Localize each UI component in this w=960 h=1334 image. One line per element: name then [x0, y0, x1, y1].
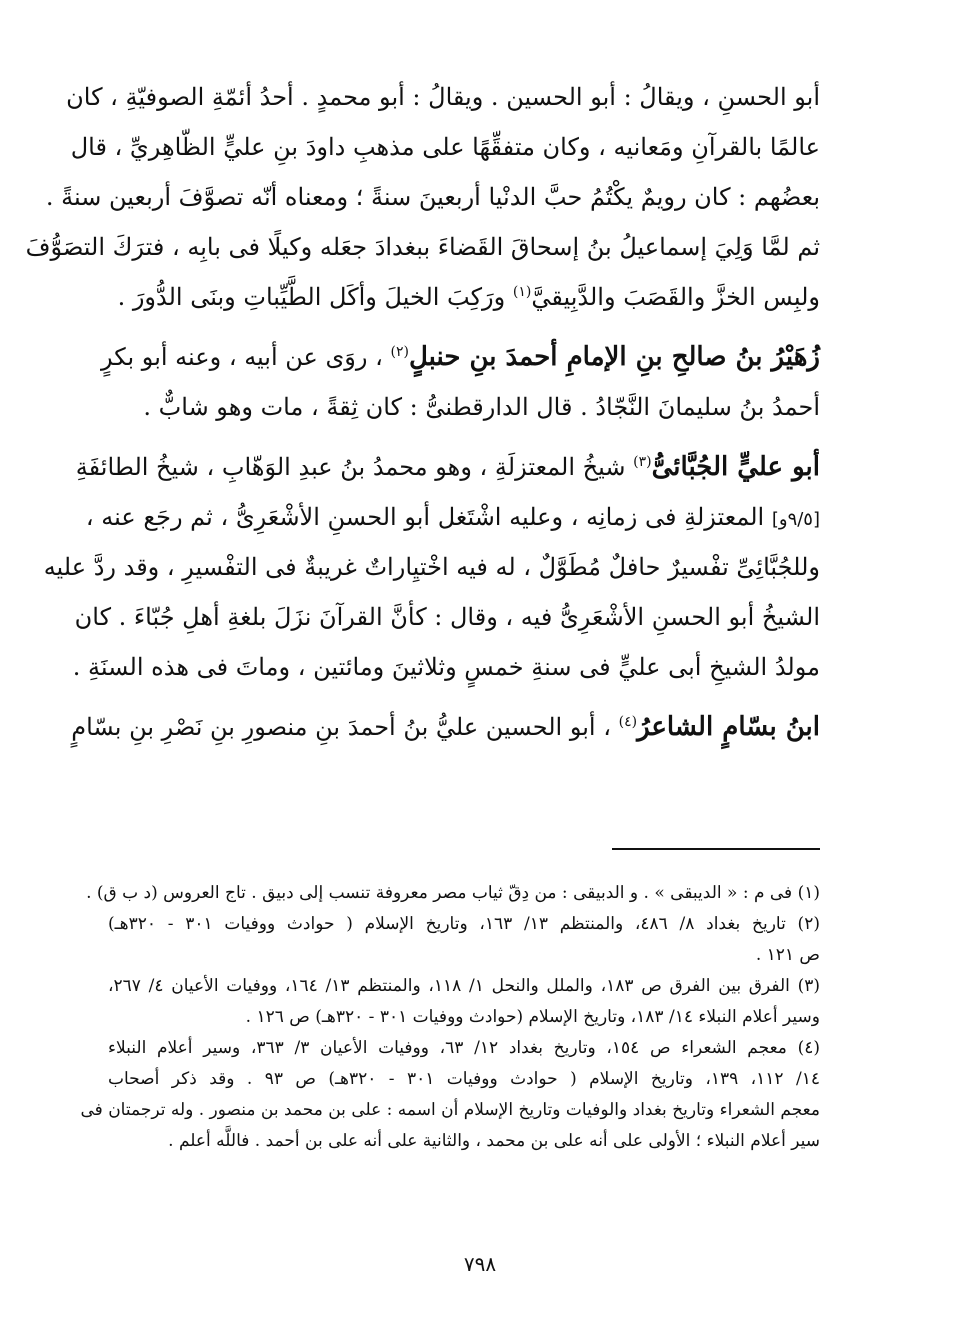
paragraph-ruwaym — [25, 72, 820, 322]
manuscript-folio-marker: [٩/٥و] — [771, 509, 820, 530]
text-line: وللجُبَّائِىِّ تفْسيرٌ حافلٌ مُطَوَّلٌ ، له فيه اخْتيِاراتٌ غريبةٌ فى التفْسيرِ ، وقد ردَّ عليه — [43, 553, 820, 581]
footnote-line: ١٤/ ١١٢، ١٣٩، وتاريخ الإسلام ( حوادث ووفيات ٣٠١ - ٣٢٠هـ) ص ٩٣ . وقد ذكر أصحاب — [108, 1069, 820, 1089]
footnote-line: وسير أعلام النبلاء ١٤/ ١٨٣، وتاريخ الإسلام (حوادث ووفيات ٣٠١ - ٣٢٠هـ) ص ١٢٦ . — [245, 1007, 820, 1027]
entry-heading: زُهَيْرُ بنُ صالحِ بنِ الإمامِ أحمدَ بنِ حنبلٍ — [408, 342, 820, 372]
footnote-ref-4: (٤) — [618, 714, 638, 730]
footnote-ref-1: (١) — [512, 284, 532, 300]
page-number: ٧٩٨ — [463, 1252, 497, 1276]
text-line: أحمدُ بنُ سليمانَ النَّجّادُ . قال الدارقطنىُّ : كان ثِقةً ، مات وهو شابٌّ . — [143, 393, 820, 421]
footnote-line: معجم الشعراء وتاريخ بغداد والوفيات وتاريخ الإسلام أن اسمه : على بن محمد بن منصور . وله ترجمتان فى — [80, 1100, 820, 1120]
footnote-ref-2: (٢) — [390, 344, 409, 360]
text-line — [85, 492, 820, 542]
paragraph-ibn-bassam — [71, 702, 820, 752]
text-segment: شيخُ المعتزلَةِ ، وهو محمدُ بنُ عبدِ الوَهّابِ ، شيخُ الطائفَةِ — [75, 453, 626, 481]
footnote-line: سير أعلام النبلاء ؛ الأولى على أنه على بن محمد ، والثانية على أنه على بن أحمد . فاللَّه أعلم . — [168, 1131, 820, 1151]
text-line: مولدُ الشيخِ أبى عليٍّ فى سنةِ خمسٍ وثلاثينَ ومائتين ، وماتَ فى هذه السنَةِ . — [72, 653, 820, 681]
footnote-line: (٢) تاريخ بغداد ٨/ ٤٨٦، والمنتظم ١٣/ ١٦٣، وتاريخ الإسلام ( حوادث ووفيات ٣٠١ - ٣٢٠هـ) — [108, 914, 820, 934]
text-line — [71, 702, 820, 752]
entry-heading: ابنُ بسّامٍ الشاعرُ — [637, 712, 820, 742]
text-segment: المعتزلةِ فى زمانِه ، وعليه اشْتَغل أبو الحسنِ الأشْعَرِىُّ ، ثم رجَع عنه ، — [85, 503, 765, 531]
main-text — [25, 72, 820, 752]
text-segment: ولبِس الخزَّ والقَصَبَ والدَّبِيقيَّ — [531, 283, 820, 311]
footnote-line: (٤) معجم الشعراء ص ١٥٤، وتاريخ بغداد ١٢/ ٦٣، ووفيات الأعيان ٣/ ٣٦٣، وسير أعلام النبلاء — [108, 1038, 821, 1058]
text-line: أبو الحسنِ ، ويقالُ : أبو الحسين . ويقالُ : أبو محمدٍ . أحدُ أئمّةِ الصوفيّةِ ، كان — [66, 83, 820, 111]
text-line: عالمًا بالقرآنِ ومَعانيه ، وكان متفقِّهًا على مذهبِ داودَ بنِ عليٍّ الظّاهِريِّ ، قال — [70, 133, 820, 161]
entry-heading: أبو عليٍّ الجُبَّائىُّ — [651, 452, 820, 482]
text-segment: ، أبو الحسين عليُّ بنُ أحمدَ بنِ منصورِ بنِ نَصْرِ بنِ بسّامٍ — [71, 713, 611, 741]
text-line: ثم لمَّا وَلِيَ إسماعيلُ بنُ إسحاقَ القَضاءَ ببغدادَ جعَله وكيلًا فى بابِه ، فترَكَ التصَوُّفَ — [25, 233, 820, 261]
footnote-line: (٣) الفرق بين الفرق ص ١٨٣، والملل والنحل ١/ ١١٨، والمنتظم ١٣/ ١٦٤، ووفيات الأعيان ٤/ ٢٦٧، — [108, 976, 820, 996]
text-line — [100, 332, 820, 382]
paragraph-zuhayr — [100, 332, 820, 432]
text-line — [75, 442, 820, 492]
footnote-line: (١) فى م : « الديبقى » . و الدبيقى : من دِقّ ثياب مصر معروفة تنسب إلى دبيق . تاج العروس (د ب ق) . — [86, 883, 820, 903]
text-line: بعضُهم : كان رويمٌ يكْتُمُ حبَّ الدنْيا أربعينَ سنةً ؛ ومعناه أنّه تصوَّفَ أربعين سنةً . — [45, 183, 820, 211]
text-line — [108, 272, 820, 322]
paragraph-jubbai — [43, 442, 820, 692]
footnote-line: ص ١٢١ . — [755, 945, 820, 965]
footnote-separator — [612, 848, 820, 850]
text-segment: ، روَى عن أبيه ، وعنه أبو بكرٍ — [100, 343, 383, 371]
footnotes — [80, 878, 821, 1157]
text-segment: ورَكِبَ الخيلَ وأكَل الطَّيِّباتِ وبنَى الدُّورَ . — [117, 283, 506, 311]
text-line: الشيخُ أبو الحسنِ الأشْعَرِىُّ فيه ، وقال : كأنَّ القرآنَ نزَلَ بلغةِ أهلِ جُبّاءَ . كان — [74, 603, 820, 631]
footnote-ref-3: (٣) — [633, 454, 652, 470]
